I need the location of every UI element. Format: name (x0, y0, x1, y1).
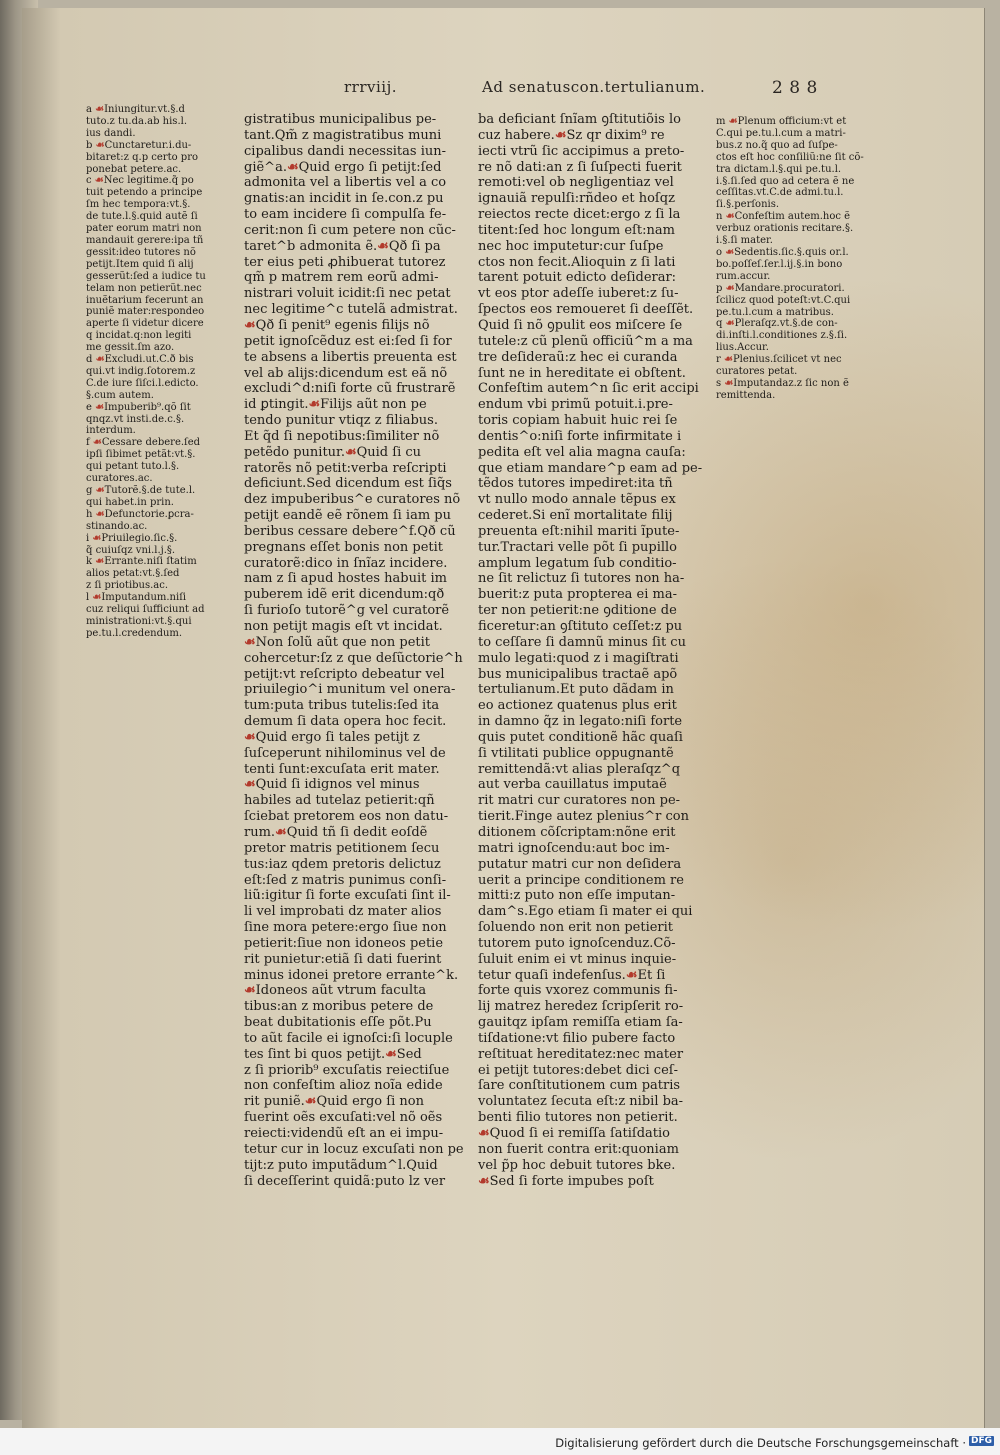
text-line: q̃ cuiuſqz vni.l.j.§. (86, 544, 176, 556)
text-line: curatores petat. (716, 366, 798, 378)
text-line: rit matri cur curatores non pe- (478, 793, 681, 809)
text-line: tutele:z cũ plenũ officiũ^m a ma (478, 333, 693, 349)
text-line: gnatis:an incidit in ſe.con.z pu (244, 191, 444, 207)
text-line: reiecti:videndũ eſt an ei impu- (244, 1126, 444, 1141)
text-line: ſcilicz quod poteſt:vt.C.qui (716, 294, 851, 306)
text-line: petijt eandẽ eẽ rõnem ſi iam pu (244, 508, 451, 524)
text-line: habiles ad tutelaz petierit:qñ (244, 793, 435, 809)
rubric-mark: ☙ (92, 592, 102, 604)
text-line: petierit:ſiue non idoneos petie (244, 935, 444, 951)
text-line: deficiunt.Sed dicendum est ſiq̃s (244, 476, 452, 492)
text-line: ſciebat pretorem eos non datu- (244, 809, 449, 825)
text-line: reiectos recte dicet:ergo z ſi la (478, 207, 681, 223)
text-line: k ☙Errante.niſi ſtatim (86, 556, 197, 568)
text-line: in damno q̃z in legato:niſi forte (478, 714, 683, 730)
rubric-mark: ☙ (385, 1046, 397, 1062)
text-line: cuz habere.☙Sz qr dixim⁹ re (478, 127, 665, 143)
text-line: gauitqz ipſam remiſſa etiam ſa- (478, 1015, 683, 1031)
text-line: non petijt magis eſt vt incidat. (244, 619, 443, 634)
text-line: de tute.l.§.quid autẽ ſi (86, 211, 198, 223)
text-line: z ſi priorib⁹ excuſatis reiectiſue (244, 1062, 450, 1078)
text-line: amplum legatum ſub conditio- (478, 555, 677, 571)
text-line: tetur cur in locuz excuſati non pe (244, 1141, 464, 1157)
text-line: nistrari voluit icidit:ſi nec petat (244, 286, 451, 302)
text-line: tendo punitur vtiqz z filiabus. (244, 413, 438, 429)
text-line: vel p̃p hoc debuit tutores bke. (478, 1157, 676, 1173)
text-line: q incidat.q:non legiti (86, 330, 192, 342)
text-line: rit punietur:etiã ſi dati fuerint (244, 951, 442, 967)
rubric-mark: ☙ (304, 1094, 317, 1110)
text-column-right (478, 112, 708, 1189)
text-line: ſpectos eos remoueret ſi deeſſẽt. (478, 302, 694, 318)
text-line: cohercetur:ſz z que deſũctorie^h (244, 650, 463, 666)
rubric-mark: ☙ (377, 238, 389, 254)
text-line: i ☙Priuilegio.ſic.§. (86, 532, 178, 544)
text-line: nec hoc imputetur:cur ſuſpe (478, 238, 664, 254)
text-line: remittenda. (716, 389, 776, 401)
text-line: tre deſideraũ:z hec ei curanda (478, 349, 678, 365)
text-line: tierit.Finge autez plenius^r con (478, 809, 689, 825)
text-line: fuerint oẽs excuſati:vel nõ oẽs (244, 1110, 443, 1126)
text-line: bus municipalibus tractaẽ apõ (478, 666, 678, 682)
rubric-mark: ☙ (725, 318, 735, 330)
text-line: ☙Sed ſi forte impubes poſt (478, 1173, 654, 1189)
text-line: ſm hec tempora:vt.§. (86, 199, 191, 211)
text-line: curatorẽ:dico in ſnĩaz incidere. (244, 555, 448, 571)
text-line: mitti:z puto non eſſe imputan- (478, 888, 676, 904)
text-line: ius dandi. (86, 127, 136, 139)
text-line: a ☙Iniungitur.vt.§.d (86, 104, 185, 115)
text-line: qm̃ p matrem rem eorũ admi- (244, 270, 439, 286)
text-line: li vel improbati dz mater alios (244, 904, 442, 920)
text-line: me gessit.ſm azo. (86, 342, 175, 354)
text-line: minus idonei pretore errante^k. (244, 967, 459, 983)
text-line: ficeretur:an ꝯſtituto ceſſet:z pu (478, 619, 683, 634)
text-line: telam non petierũt.nec (86, 282, 202, 294)
text-line: m ☙Plenum officium:vt et (716, 116, 847, 127)
text-line: verbuz orationis recitare.§. (716, 223, 854, 235)
marginal-notes-right (716, 116, 896, 402)
text-line: beat dubitationis eſſe põt.Pu (244, 1015, 432, 1031)
text-line: cederet.Si enĩ mortalitate filij (478, 508, 673, 524)
text-line: pe.tu.l.cum a matribus. (716, 306, 834, 318)
text-line: qui.vt indig.ſotorem.z (86, 365, 196, 377)
text-line: ☙Quid ſi idignos vel minus (244, 777, 420, 793)
text-line: pretor matris petitionem ſecu (244, 840, 440, 856)
text-line: c ☙Nec legitime.q̃ po (86, 175, 194, 187)
text-line: forte quis vxorez communis fi- (478, 983, 678, 999)
text-line: re nõ dati:an z ſi ſuſpecti fuerit (478, 159, 682, 175)
text-line: demum ſi data opera hoc fecit. (244, 714, 447, 730)
text-line: ſi.§.perſonis. (716, 199, 780, 211)
text-line: bitaret:z q.p certo pro (86, 151, 198, 163)
text-line: tant.Qm̃ z magistratibus muni (244, 127, 442, 143)
text-line: p ☙Mandare.procuratori. (716, 282, 845, 294)
text-line: remittendã:vt alias pleraſqz^q (478, 761, 681, 777)
text-line: z ſi priotibus.ac. (86, 580, 169, 592)
text-line: cuz reliqui ſufficiunt ad (86, 604, 205, 616)
rubric-mark: ☙ (95, 508, 105, 520)
text-line: reſtituat hereditatez:nec mater (478, 1046, 684, 1062)
text-line: te absens a libertis preuenta est (244, 349, 457, 365)
text-line: non confeſtim alioz noĩa edide (244, 1078, 443, 1094)
text-line: dam^s.Ego etiam ſi mater ei qui (478, 904, 693, 920)
text-line: ei petijt tutores:debet dici ceſ- (478, 1062, 678, 1078)
text-line: putatur matri cur non deſidera (478, 856, 682, 872)
rubric-mark: ☙ (275, 824, 287, 840)
text-line: endum vbi primũ potuit.i.pre- (478, 397, 673, 413)
text-line: vt nullo modo annale tẽpus ex (478, 492, 676, 508)
text-line: s ☙Imputandaz.z ſic non ẽ (716, 377, 849, 389)
rubric-mark: ☙ (244, 777, 256, 793)
text-line: Quid ſi nõ ꝯpulit eos miſcere ſe (478, 317, 683, 333)
text-line: uerit a principe conditionem re (478, 872, 684, 888)
marginal-notes-left (86, 104, 214, 640)
rubric-mark: ☙ (625, 967, 638, 983)
text-line: i.§.ſi.ſed quo ad cetera ẽ ne (716, 175, 855, 187)
text-line: stinando.ac. (86, 520, 148, 532)
text-line: Et q̃d ſi nepotibus:ſimiliter nõ (244, 428, 440, 444)
text-line: gesserũt:ſed a iudice tu (86, 270, 206, 282)
text-line: admonita vel a libertis vel a co (244, 175, 447, 191)
text-line: nec legitime^c tutelã admistrat. (244, 302, 458, 318)
text-line: qnqz.vt insti.de.c.§. (86, 413, 185, 425)
text-line: inuẽtarium fecerunt an (86, 294, 204, 306)
rubric-mark: ☙ (728, 116, 738, 127)
text-line: tur.Tractari velle põt ſi pupillo (478, 539, 678, 555)
rubric-mark: ☙ (244, 634, 256, 650)
text-line: ſare conſtitutionem cum patris (478, 1078, 681, 1094)
text-line: tutorem puto ignoſcenduz.Cõ- (478, 935, 676, 951)
text-line: matri ignoſcendu:aut boc im- (478, 840, 670, 856)
text-line: tenti ſunt:excuſata erit mater. (244, 761, 440, 777)
text-line: puberem idẽ erit dicendum:qð (244, 587, 445, 603)
text-column-left (244, 112, 474, 1189)
text-line: r ☙Plenius.ſcilicet vt nec (716, 354, 842, 366)
text-line: vel ab alijs:dicendum est eã nõ (244, 365, 448, 381)
text-line: curatores.ac. (86, 473, 153, 485)
text-line: l ☙Imputandum.niſi (86, 592, 187, 604)
rubric-mark: ☙ (554, 127, 567, 143)
text-line: ſuſceperunt nihilominus vel de (244, 745, 446, 761)
text-line: remoti:vel ob negligentiaz vel (478, 175, 674, 191)
text-line: gessit:ideo tutores nõ (86, 246, 196, 258)
text-line: g ☙Tutorẽ.§.de tute.l. (86, 485, 196, 496)
text-line: C.qui pe.tu.l.cum a matri- (716, 127, 846, 139)
rubric-mark: ☙ (724, 377, 734, 389)
rubric-mark: ☙ (94, 175, 104, 187)
text-line: tus:iaz qdem pretoris delictuz (244, 856, 441, 872)
text-line: pe.tu.l.credendum. (86, 627, 183, 639)
text-line: ſunt ne in hereditate ei obſtent. (478, 365, 686, 381)
text-line: to eam incidere ſi compulſa fe- (244, 207, 447, 223)
text-line: tiſdatione:vt filio pubere facto (478, 1030, 676, 1046)
text-line: n ☙Confeſtim autem.hoc ẽ (716, 211, 851, 223)
rubric-mark: ☙ (95, 401, 105, 413)
text-line: tarent potuit edicto deſiderar: (478, 270, 677, 286)
text-line: to ceſſare ſi damnũ minus ſit cu (478, 634, 686, 650)
text-line: que etiam mandare^p eam ad pe- (478, 460, 703, 476)
rubric-mark: ☙ (286, 159, 299, 175)
text-line: tetur quaſi indefenſus.☙Et ſi (478, 967, 666, 983)
text-line: ctos non fecit.Alioquin z ſi lati (478, 254, 676, 270)
text-line: ne ſit relictuz ſi tutores non ha- (478, 571, 685, 587)
rubric-mark: ☙ (344, 444, 357, 460)
text-line: mandauit gerere:ipa tñ (86, 234, 204, 246)
text-line: ☙Idoneos aũt vtrum faculta (244, 983, 427, 999)
text-line: ☙Quod ſi ei remiſſa ſatiſdatio (478, 1126, 670, 1141)
text-line: giẽ^a.☙Quid ergo ſi petijt:ſed (244, 159, 442, 175)
text-line: §.cum autem. (86, 389, 154, 401)
rubric-mark: ☙ (478, 1126, 490, 1141)
text-line: beribus cessare debere^f.Qð cũ (244, 523, 456, 539)
rubric-mark: ☙ (95, 556, 105, 568)
text-line: ministrationi:vt.§.qui (86, 615, 192, 627)
text-line: petit ignoſcẽduz est ei:ſed ſi for (244, 333, 452, 349)
text-line: titent:ſed hoc longum eſt:nam (478, 222, 675, 238)
text-line: excludi^d:niſi forte cũ frustrarẽ (244, 381, 456, 397)
text-line: ignauiã repulſi:rñdeo et hoſqz (478, 191, 675, 207)
text-line: ipſi ſibimet petãt:vt.§. (86, 449, 196, 461)
text-line: ☙Qð ſi penit⁹ egenis filijs nõ (244, 317, 430, 333)
text-line: dentis^o:niſi forte infirmitate i (478, 428, 682, 444)
text-line: petijt.Item quid ſi alij (86, 258, 194, 270)
text-line: preuenta eſt:nihil mariti ĩpute- (478, 523, 680, 539)
rubric-mark: ☙ (725, 211, 735, 223)
text-line: lius.Accur. (716, 342, 769, 354)
text-line: ſi furioſo tutorẽ^g vel curatorẽ (244, 603, 450, 619)
text-line: tertulianum.Et puto dãdam in (478, 682, 674, 698)
text-line: puniẽ mater:respondeo (86, 306, 205, 318)
header-running-title: Ad senatuscon.tertulianum. (482, 78, 706, 96)
text-line: ſi deceſſerint quidã:puto lz ver (244, 1173, 446, 1189)
text-line: o ☙Sedentis.ſic.§.quis or.l. (716, 246, 849, 258)
text-line: aperte ſi videtur dicere (86, 318, 204, 330)
text-line: b ☙Cunctaretur.i.du- (86, 139, 192, 151)
text-line: ☙Non ſolũ aũt que non petit (244, 634, 430, 650)
text-line: iecti vtrũ ſic accipimus a preto- (478, 143, 685, 159)
rubric-mark: ☙ (308, 397, 321, 413)
rubric-mark: ☙ (95, 485, 105, 496)
text-line: aut verba cauillatus imputaẽ (478, 777, 667, 793)
text-line: petẽdo punitur.☙Quid ſi cu (244, 444, 422, 460)
text-line: ceſſitas.vt.C.de admi.tu.l. (716, 187, 844, 199)
text-line: q ☙Pleraſqz.vt.§.de con- (716, 318, 838, 330)
rubric-mark: ☙ (725, 246, 735, 258)
rubric-mark: ☙ (244, 729, 256, 745)
text-line: ponebat petere.ac. (86, 163, 182, 175)
header-page-number: 2 8 8 (772, 78, 818, 98)
rubric-mark: ☙ (92, 437, 102, 449)
text-line: rit puniẽ.☙Quid ergo ſi non (244, 1094, 424, 1110)
text-line: ſoluendo non erit non petierit (478, 920, 674, 936)
text-line: eo actionez quatenus plus erit (478, 698, 677, 714)
text-line: C.de iure ſiſci.l.edicto. (86, 377, 199, 389)
text-line: bo.poſſeſ.ſer.l.ij.§.in bono (716, 258, 843, 270)
rubric-mark: ☙ (244, 317, 256, 333)
text-line: ſine mora petere:ergo ſiue non (244, 920, 447, 936)
rubric-mark: ☙ (95, 139, 105, 151)
rubric-mark: ☙ (92, 532, 102, 544)
rubric-mark: ☙ (478, 1173, 490, 1189)
text-line: vt eos ptor adeſſe iuberet:z ſu- (478, 286, 679, 302)
text-line: rum.accur. (716, 270, 771, 282)
text-line: ☙Quid ergo ſi tales petijt z (244, 729, 420, 745)
text-line: priuilegio^i munitum vel onera- (244, 682, 456, 698)
text-line: rum.☙Quid tñ ſi dedit eoſdẽ (244, 824, 428, 840)
text-line: ba deficiant ſnĩam ꝯſtitutiõis lo (478, 112, 681, 127)
text-line: tra dictam.l.§.qui pe.tu.l. (716, 163, 842, 175)
text-line: taret^b admonita ẽ.☙Qð ſi pa (244, 238, 441, 254)
text-line: pater eorum matri non (86, 223, 202, 235)
rubric-mark: ☙ (725, 282, 735, 294)
text-line: h ☙Defunctorie.ꝑcra- (86, 508, 194, 520)
text-line: eſt:ſed z matris punimus conſi- (244, 872, 447, 888)
footer-credit-text: Digitalisierung gefördert durch die Deutsche Forschungsgemeinschaft · (555, 1436, 966, 1450)
rubric-mark: ☙ (723, 354, 733, 366)
text-line: ter non petierit:ne ꝯditione de (478, 603, 677, 619)
text-line: ſi vtilitati publice oppugnantẽ (478, 745, 674, 761)
text-line: d ☙Excludi.ut.C.ð bis (86, 354, 194, 366)
text-line: tuit petendo a principe (86, 187, 203, 199)
text-line: interdum. (86, 425, 136, 437)
text-line: Confeſtim autem^n ſic erit accipi (478, 381, 699, 397)
header-folio-number: rrrviij. (344, 78, 397, 96)
text-line: lij matrez heredez ſcripſerit ro- (478, 999, 684, 1015)
text-line: quis putet conditionẽ hãc quaſi (478, 729, 683, 745)
text-line: pregnans eſſet bonis non petit (244, 539, 444, 555)
text-line: i.§.ſi mater. (716, 235, 773, 247)
text-line: e ☙Impuberib⁹.qõ ſit (86, 401, 191, 413)
text-line: tibus:an z moribus petere de (244, 999, 434, 1015)
text-line: mulo legati:quod z i magiſtrati (478, 650, 679, 666)
text-line: pedita eſt vel alia magna cauſa: (478, 444, 686, 460)
text-line: to aũt facile ei ignoſci:ſi locuple (244, 1030, 453, 1046)
text-line: non fuerit contra erit:quoniam (478, 1141, 679, 1157)
text-line: toris copiam habuit huic rei ſe (478, 413, 678, 429)
text-line: qui petant tuto.l.§. (86, 461, 180, 473)
text-line: tẽdos tutores impediret:ita tñ (478, 476, 673, 492)
text-line: cipalibus dandi necessitas iun- (244, 143, 446, 159)
rubric-mark: ☙ (95, 354, 105, 366)
text-line: tijt:z puto imputãdum^l.Quid (244, 1157, 438, 1173)
text-line: ratorẽs nõ petit:verba reſcripti (244, 460, 447, 476)
text-line: tum:puta tribus tutelis:ſed ita (244, 698, 440, 714)
text-line: ter eius peti ꝓhibuerat tutorez (244, 254, 446, 270)
text-line: gistratibus municipalibus pe- (244, 112, 437, 127)
rubric-mark: ☙ (244, 983, 256, 999)
text-line: tes ſint bi quos petijt.☙Sed (244, 1046, 422, 1062)
rubric-mark: ☙ (95, 104, 105, 115)
text-line: liũ:igitur ſi forte excuſati ſint il- (244, 888, 451, 904)
text-line: id ꝑtingit.☙Filijs aũt non pe (244, 397, 427, 413)
text-line: cerit:non ſi cum petere non cũc- (244, 222, 456, 238)
text-line: f ☙Cessare debere.ſed (86, 437, 201, 449)
text-line: ſuluit enim ei vt minus inquie- (478, 951, 677, 967)
text-line: di.inſti.l.conditiones z.§.ſi. (716, 330, 848, 342)
digitization-footer (0, 1428, 1000, 1455)
text-line: ditionem cõſcriptam:nõne erit (478, 824, 676, 840)
text-line: voluntatez ſecuta eſt:z nibil ba- (478, 1094, 684, 1110)
text-line: buerit:z puta propterea ei ma- (478, 587, 677, 603)
book-page (22, 8, 985, 1428)
text-line: alios petat:vt.§.ſed (86, 568, 180, 580)
text-line: dez impuberibus^e curatores nõ (244, 492, 461, 508)
text-line: benti filio tutores non petierit. (478, 1110, 678, 1126)
text-line: ctos eſt hoc conſiliũ:ne ſit cõ- (716, 151, 864, 163)
text-line: nam z ſi apud hostes habuit im (244, 571, 447, 587)
text-line: petijt:vt reſcripto debeatur vel (244, 666, 445, 682)
text-line: tuto.z tu.da.ab his.l. (86, 115, 187, 127)
dfg-logo: DFG (970, 1436, 992, 1446)
text-line: bus.z no.q̃ quo ad ſuſpe- (716, 139, 838, 151)
text-line: qui habet.in prin. (86, 496, 174, 508)
